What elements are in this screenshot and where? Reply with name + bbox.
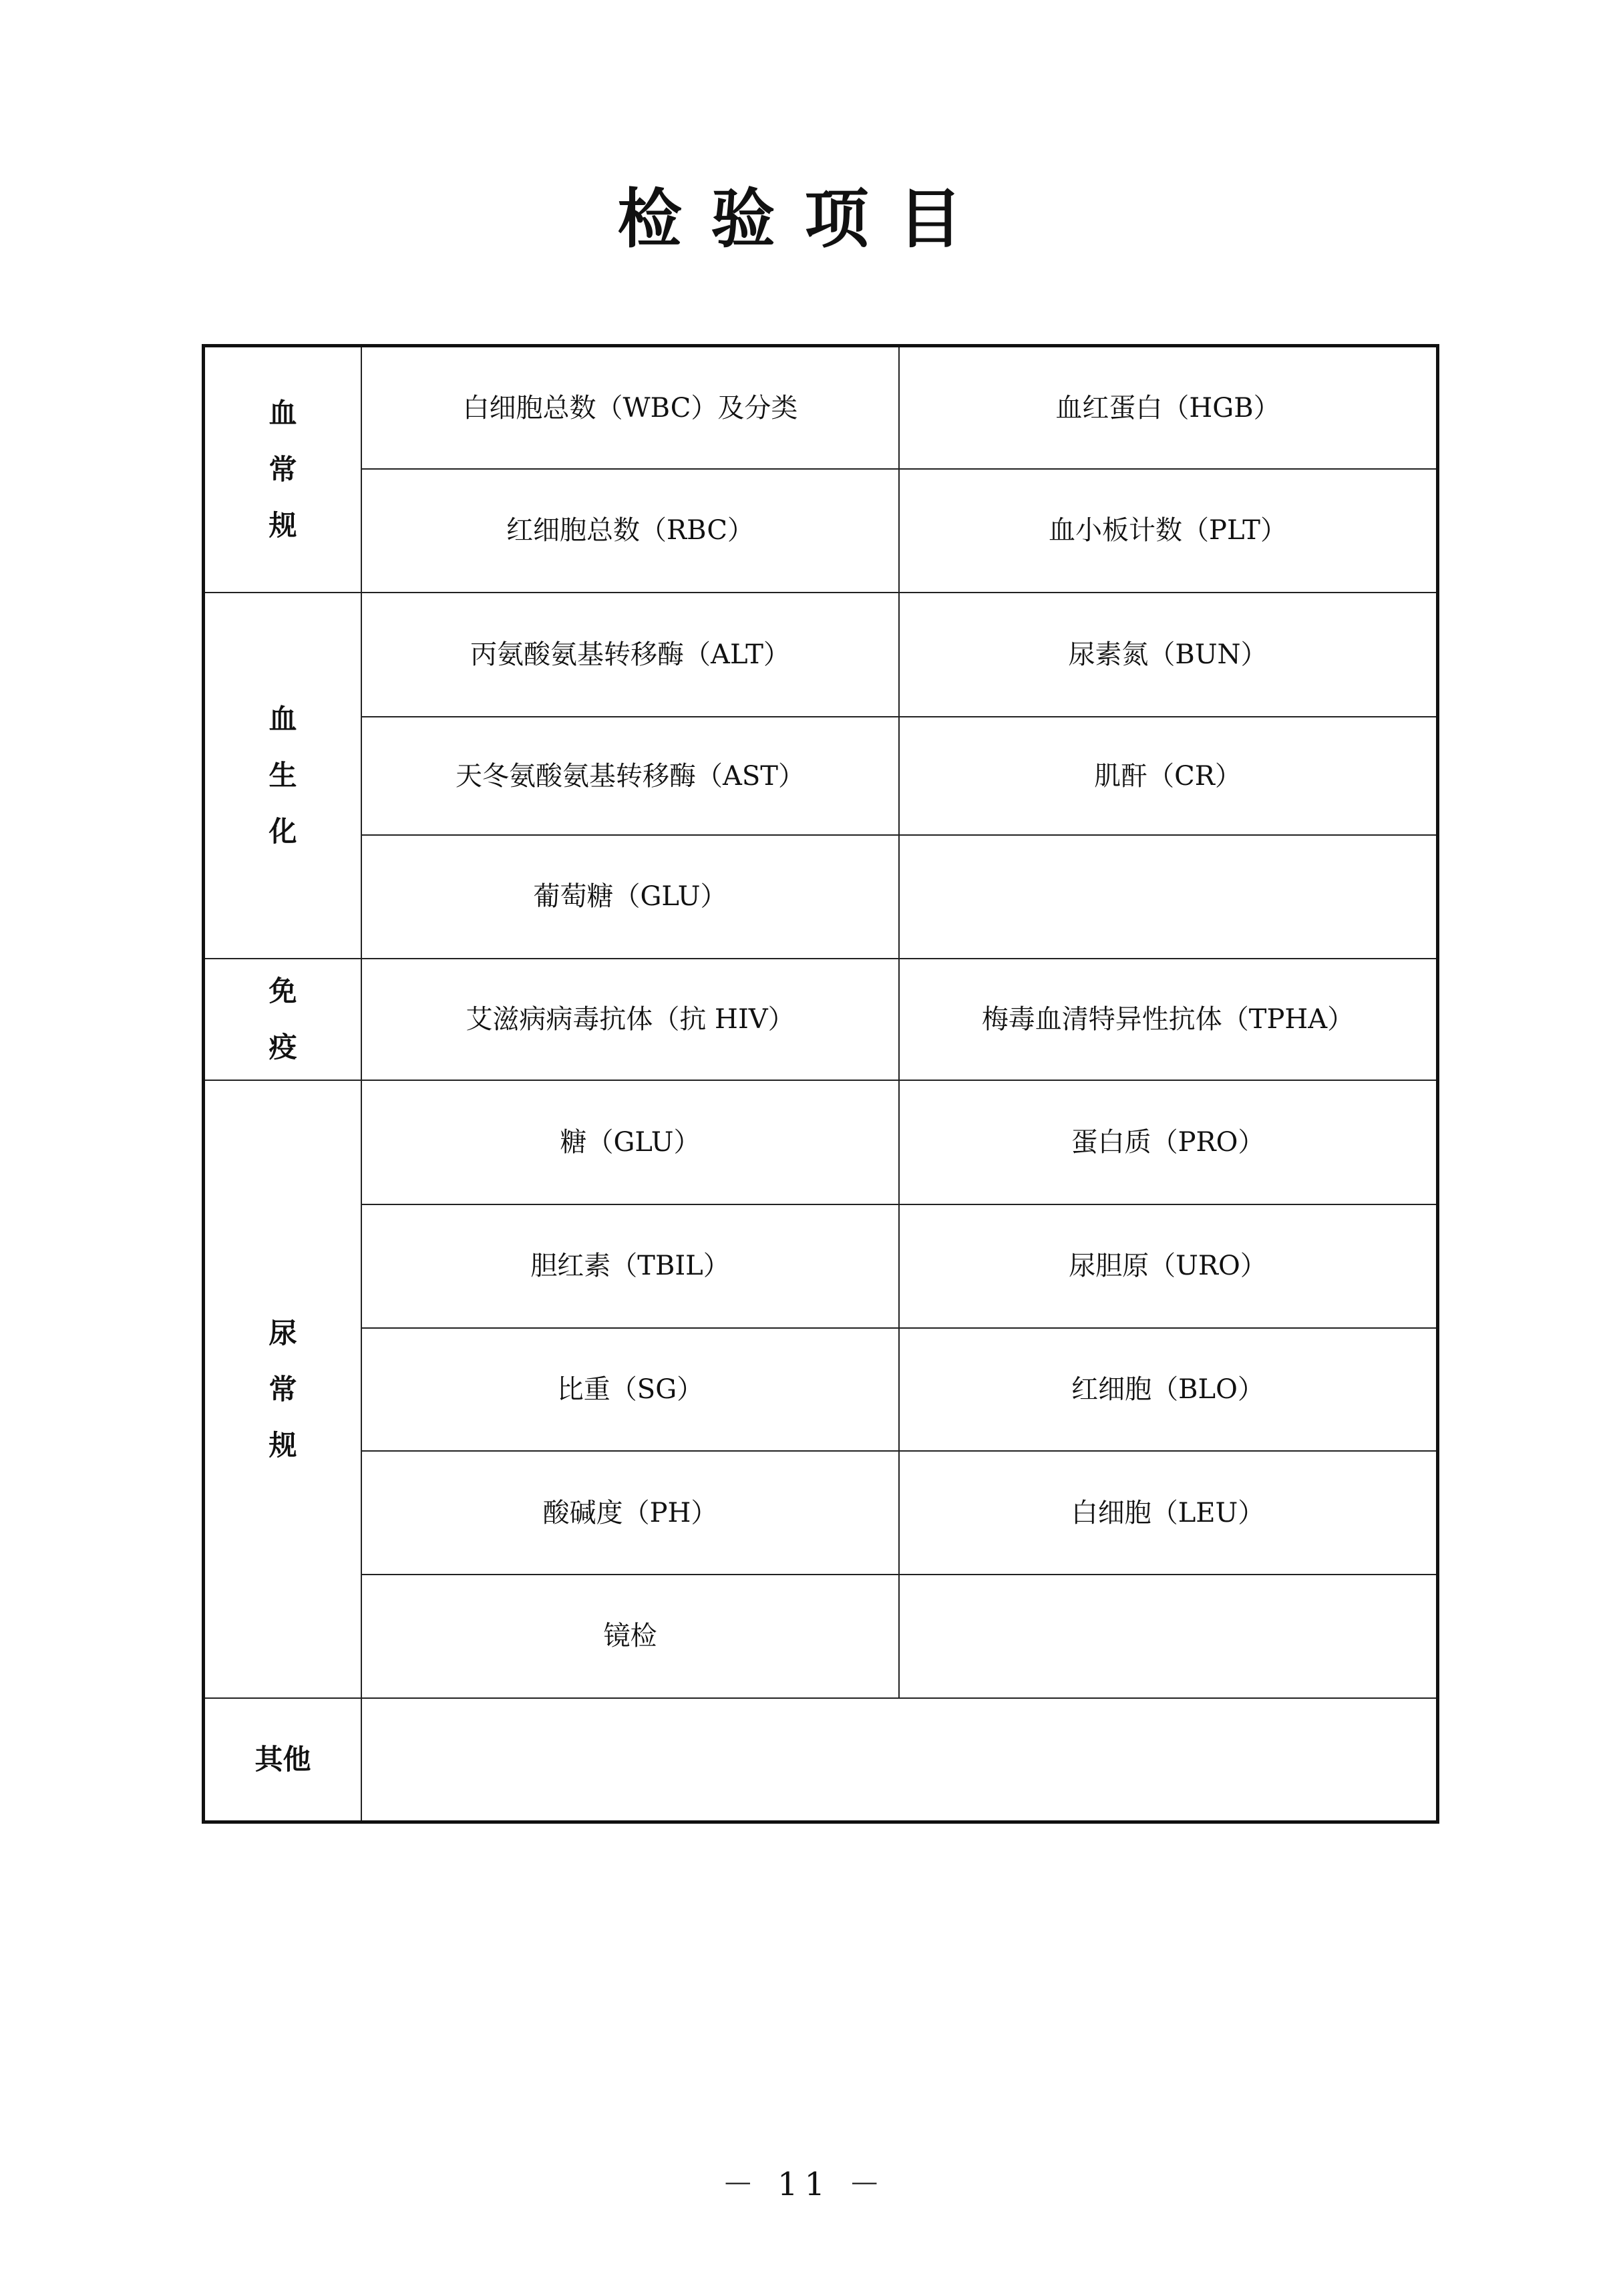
item-cell: 艾滋病病毒抗体（抗 HIV） [361, 959, 899, 1081]
table-row [204, 1328, 1438, 1452]
page-title: 检验项目 [617, 181, 992, 257]
category-cell [204, 593, 362, 959]
category-label: 血生化 [269, 702, 297, 848]
table-row [204, 1451, 1438, 1575]
item-cell: 蛋白质（PRO） [899, 1080, 1438, 1204]
table-row [204, 835, 1438, 959]
item-cell: 天冬氨酸氨基转移酶（AST） [361, 717, 899, 835]
other-cell [361, 1698, 1438, 1822]
category-cell [204, 1080, 362, 1697]
item-cell: 红细胞总数（RBC） [361, 469, 899, 593]
item-cell: 血红蛋白（HGB） [899, 346, 1438, 470]
page-number: － 11 － [721, 2166, 888, 2203]
item-cell: 丙氨酸氨基转移酶（ALT） [361, 593, 899, 717]
table-row [204, 469, 1438, 593]
item-cell: 糖（GLU） [361, 1080, 899, 1204]
item-cell: 梅毒血清特异性抗体（TPHA） [899, 959, 1438, 1081]
item-cell: 葡萄糖（GLU） [361, 835, 899, 959]
table-row [204, 1204, 1438, 1328]
item-cell: 胆红素（TBIL） [361, 1204, 899, 1328]
category-cell [204, 346, 362, 593]
category-label: 尿常规 [269, 1316, 297, 1462]
item-cell [899, 1575, 1438, 1698]
table-row [204, 717, 1438, 835]
category-cell [204, 1698, 362, 1822]
table-row [204, 593, 1438, 717]
inspection-items-table [202, 344, 1439, 1824]
item-cell: 镜检 [361, 1575, 899, 1698]
category-cell [204, 959, 362, 1081]
item-cell: 血小板计数（PLT） [899, 469, 1438, 593]
category-label: 免疫 [269, 975, 297, 1064]
item-cell: 白细胞（LEU） [899, 1451, 1438, 1575]
table-row [204, 1080, 1438, 1204]
item-cell: 肌酐（CR） [899, 717, 1438, 835]
category-label: 血常规 [269, 396, 297, 542]
item-cell [899, 835, 1438, 959]
table-row [204, 346, 1438, 470]
item-cell: 尿胆原（URO） [899, 1204, 1438, 1328]
table-row [204, 959, 1438, 1081]
table-row [204, 1698, 1438, 1822]
item-cell: 尿素氮（BUN） [899, 593, 1438, 717]
item-cell: 比重（SG） [361, 1328, 899, 1452]
category-label: 其他 [254, 1742, 311, 1776]
item-cell: 白细胞总数（WBC）及分类 [361, 346, 899, 470]
item-cell: 红细胞（BLO） [899, 1328, 1438, 1452]
table-row [204, 1575, 1438, 1698]
item-cell: 酸碱度（PH） [361, 1451, 899, 1575]
